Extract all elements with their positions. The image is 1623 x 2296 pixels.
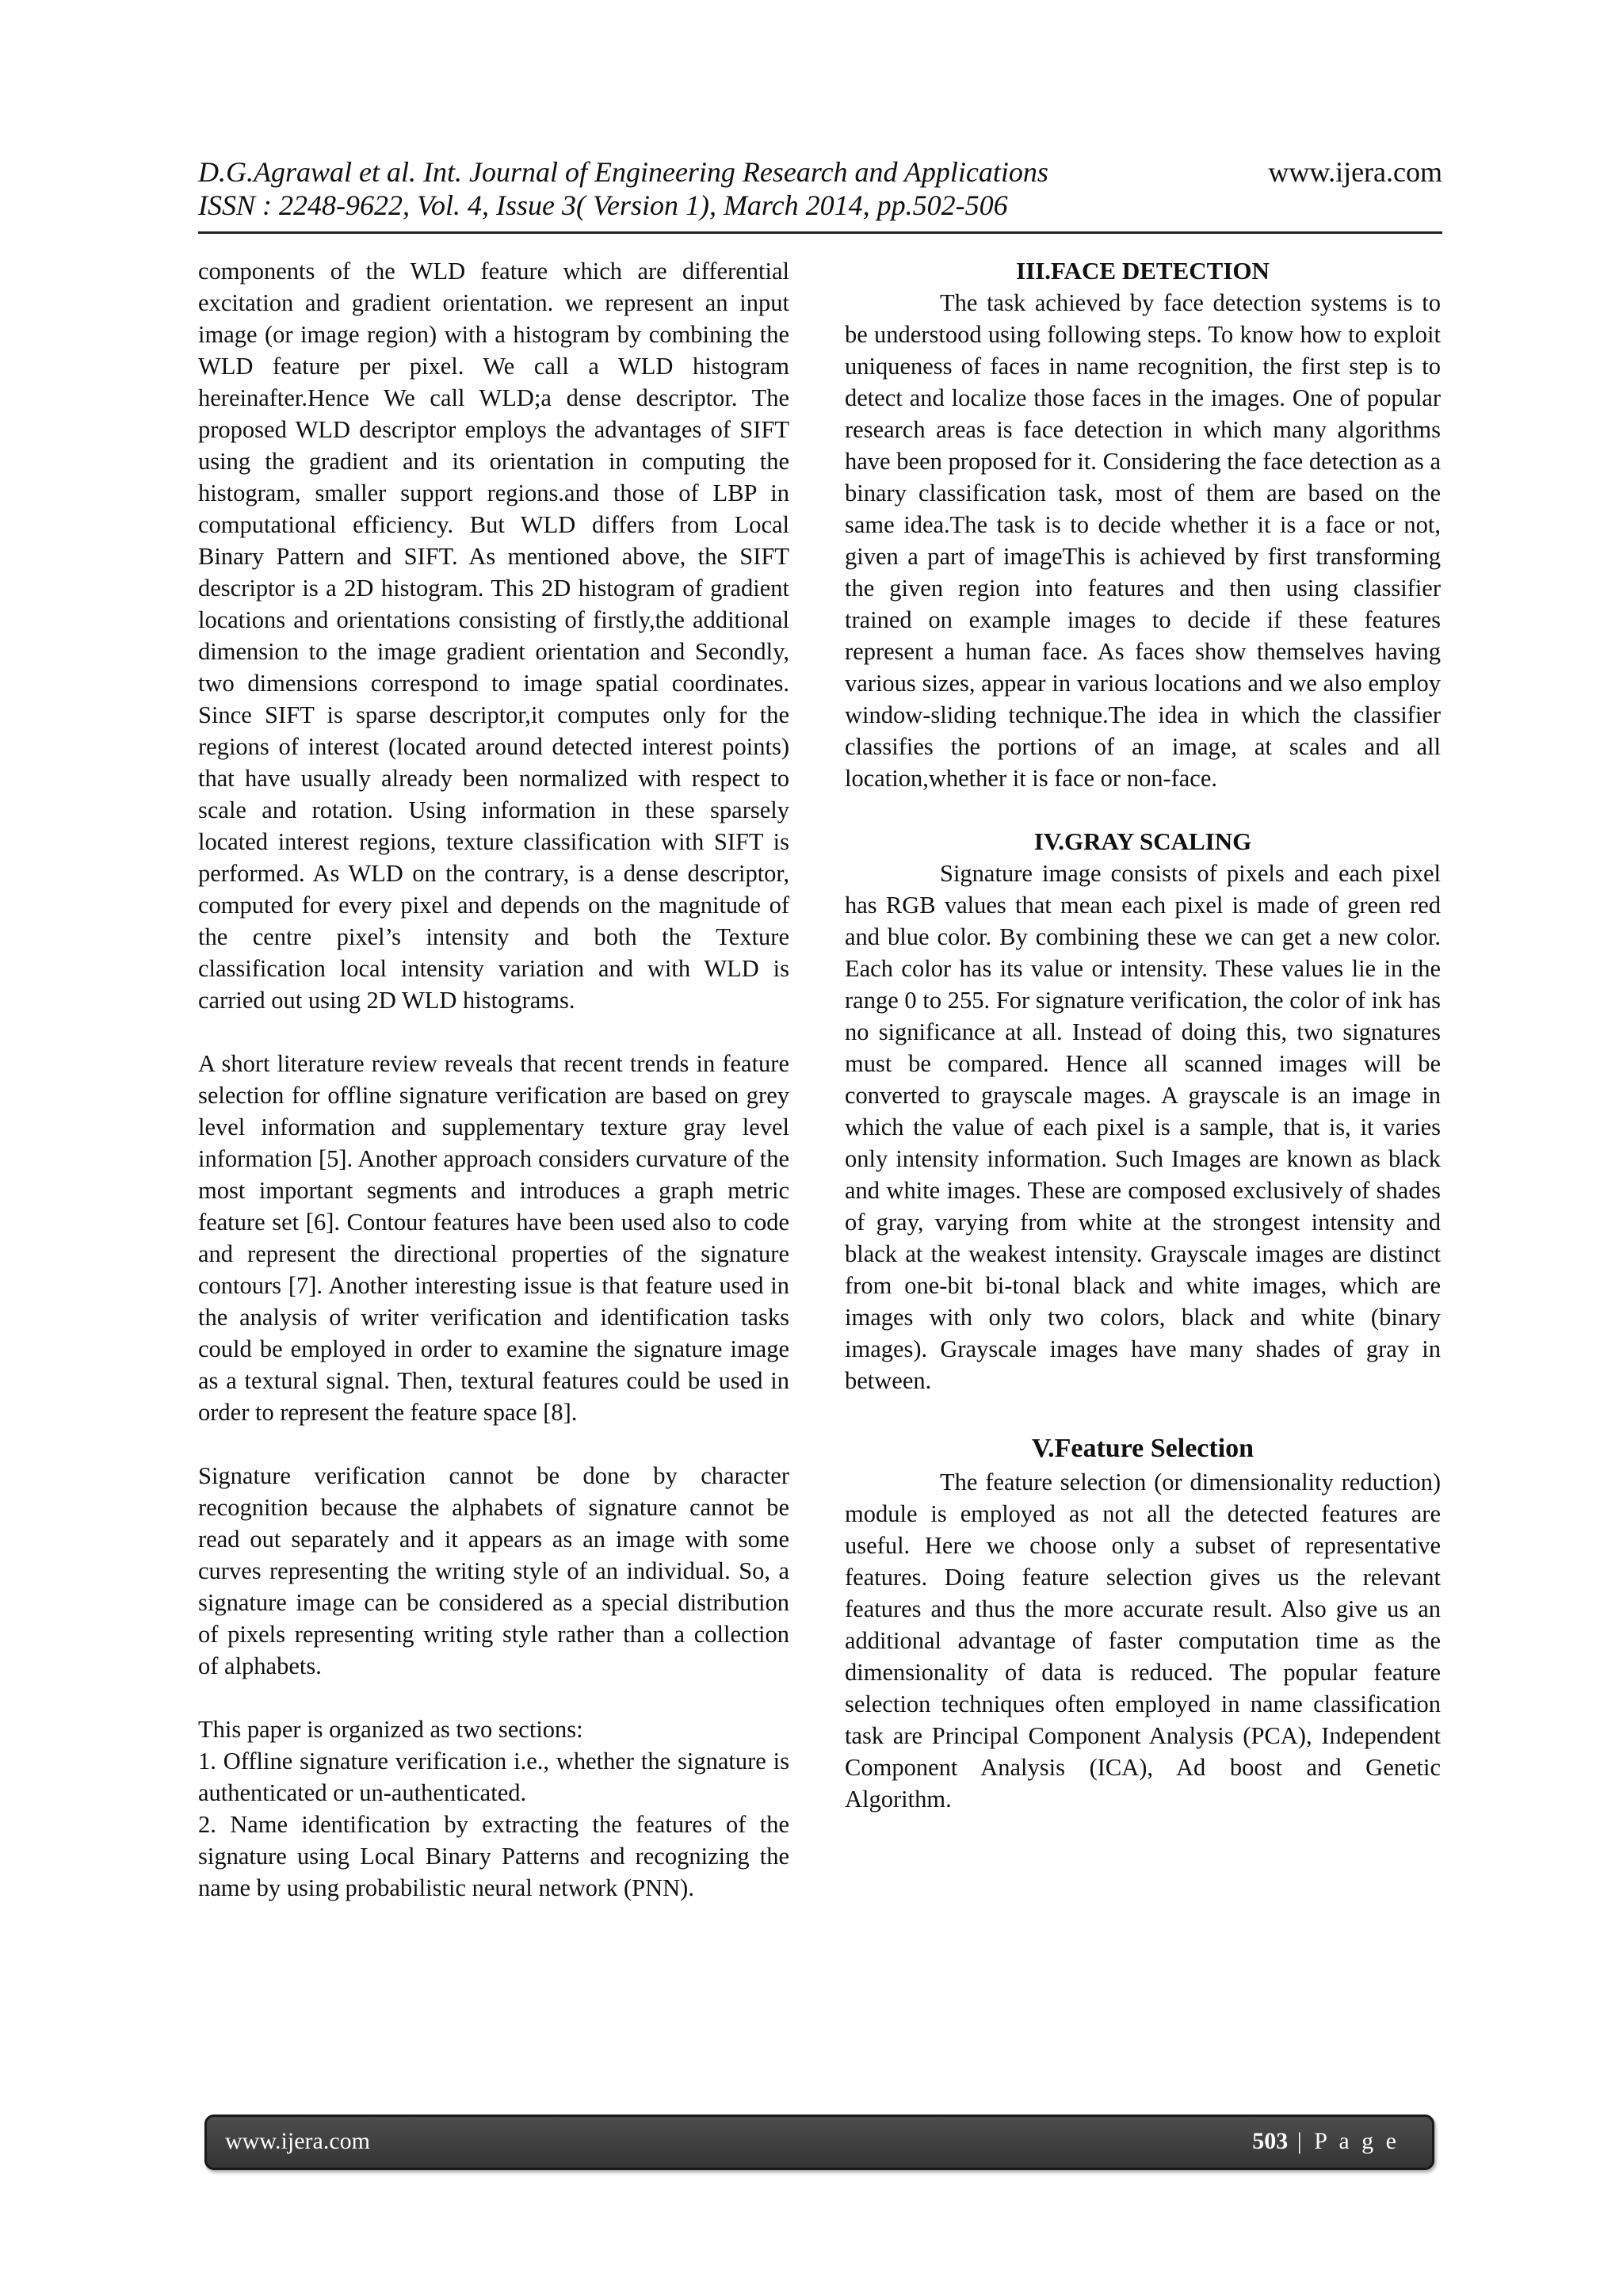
- paragraph-signature-verification: Signature verification cannot be done by character recognition because the alphabets of signature cannot be read out separately and it appears as an image with some curves representing the writing style of an individual. So, a signature image can be considered as a special distribution of pixels representing writing style rather than a collection of alphabets.: [198, 1462, 789, 1679]
- page-number: 503: [1252, 2128, 1289, 2154]
- right-column: [845, 255, 1441, 1815]
- paragraph-gray-scaling: Signature image consists of pixels and each pixel has RGB values that mean each pixel is made of green red and blue color. By combining these we can get a new color. Each color has its value or intensity. These values lie in the range 0 to 255. For signature verification, the color of ink has no significance at all. Instead of doing this, two signatures must be compared. Hence all scanned images will be converted to grayscale mages. A grayscale is an image in which the value of each pixel is a sample, that is, it varies only intensity information. Such Images are known as black and white images. These are composed exclusively of shades of gray, varying from white at the strongest intensity and black at the weakest intensity. Grayscale images are distinct from one-bit bi-tonal black and white images, which are images with only two colors, black and white (binary images). Grayscale images have many shades of gray in between.: [845, 860, 1441, 1394]
- list-item: 1. Offline signature verification i.e., whether the signature is authenticated or un-authenticated.: [198, 1748, 789, 1806]
- list-item: 2. Name identification by extracting the features of the signature using Local Binary Patterns and recognizing the name by using probabilistic neural network (PNN).: [198, 1811, 789, 1901]
- footer-website-link[interactable]: www.ijera.com: [225, 2128, 370, 2154]
- paragraph-organization-intro: This paper is organized as two sections:: [198, 1716, 583, 1743]
- paragraph-literature-review: A short literature review reveals that recent trends in feature selection for offline signature verification are based on grey level information and supplementary texture gray level information [5]. Another approach considers curvature of the most important segments and introduces a graph metric feature set [6]. Contour features have been used also to code and represent the directional properties of the signature contours [7]. Another interesting issue is that feature used in the analysis of writer verification and identification tasks could be employed in order to examine the signature image as a textural signal. Then, textural features could be used in order to represent the feature space [8].: [198, 1050, 789, 1426]
- paragraph-face-detection: The task achieved by face detection systems is to be understood using following steps. To know how to exploit uniqueness of faces in name recognition, the first step is to detect and localize those faces in the images. One of popular research areas is face detection in which many algorithms have been proposed for it. Considering the face detection as a binary classification task, most of them are based on the same idea.The task is to decide whether it is a face or not, given a part of imageThis is achieved by first transforming the given region into features and then using classifier trained on example images to decide if these features represent a human face. As faces show themselves having various sizes, appear in various locations and we also employ window-sliding technique.The idea in which the classifier classifies the portions of an image, at scales and all location,whether it is face or non-face.: [845, 289, 1441, 792]
- page-label: | P a g e: [1296, 2128, 1400, 2154]
- section-title-feature-selection: V.Feature Selection: [1031, 1434, 1254, 1463]
- left-column: [198, 255, 789, 1904]
- journal-citation-line: D.G.Agrawal et al. Int. Journal of Engineering Research and Applications: [198, 156, 1048, 188]
- section-title-gray-scaling: IV.GRAY SCALING: [1033, 827, 1252, 855]
- issn-line: ISSN : 2248-9622, Vol. 4, Issue 3( Version 1), March 2014, pp.502-506: [198, 189, 1008, 221]
- footer-page-indicator: [1252, 2126, 1400, 2157]
- page-footer: [204, 2115, 1434, 2170]
- section-title-face-detection: III.FACE DETECTION: [1016, 257, 1270, 285]
- paragraph-wld-description: components of the WLD feature which are differential excitation and gradient orientation. we represent an input image (or image region) with a histogram by combining the WLD feature per pixel. We call a WLD histogram hereinafter.Hence We call WLD;a dense descriptor. The proposed WLD descriptor employs the advantages of SIFT using the gradient and its orientation in computing the histogram, smaller support regions.and those of LBP in computational efficiency. But WLD differs from Local Binary Pattern and SIFT. As mentioned above, the SIFT descriptor is a 2D histogram. This 2D histogram of gradient locations and orientations consisting of firstly,the additional dimension to the image gradient orientation and Secondly, two dimensions correspond to image spatial coordinates. Since SIFT is sparse descriptor,it computes only for the regions of interest (located around detected interest points) that have usually already been normalized with respect to scale and rotation. Using information in these sparsely located interest regions, texture classification with SIFT is performed. As WLD on the contrary, is a dense descriptor, computed for every pixel and depends on the magnitude of the centre pixel’s intensity and both the Texture classification local intensity variation and with WLD is carried out using 2D WLD histograms.: [198, 258, 789, 1014]
- paragraph-feature-selection: The feature selection (or dimensionality reduction) module is employed as not all the detected features are useful. Here we choose only a subset of representative features. Doing feature selection gives us the relevant features and thus the more accurate result. Also give us an additional advantage of faster computation time as the dimensionality of data is reduced. The popular feature selection techniques often employed in name classification task are Principal Component Analysis (PCA), Independent Component Analysis (ICA), Ad boost and Genetic Algorithm.: [845, 1469, 1441, 1813]
- header-website-link[interactable]: www.ijera.com: [1268, 156, 1442, 188]
- page-header: [198, 155, 1442, 234]
